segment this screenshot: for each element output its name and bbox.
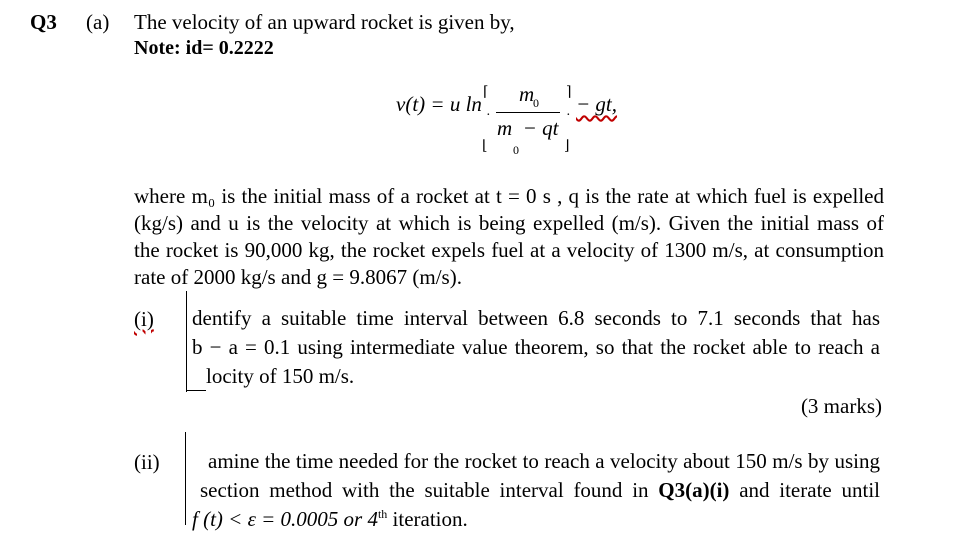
velocity-formula [0,0,967,170]
item-i-line: b − a = 0.1 using intermediate value theorem, so that the rocket able to reach a [192,335,880,359]
paragraph-line: where m₀ is the initial mass of a rocket at t = 0 s , q is the rate at which fuel is expelled [134,184,884,208]
formula-denominator: m − qt [497,116,559,140]
marks-label: (3 marks) [800,394,882,418]
item-ii-line [200,476,880,505]
item-i-line: dentify a suitable time interval between 6.8 seconds to 7.1 seconds that has [192,306,880,330]
item-ii-line: amine the time needed for the rocket to reach a velocity about 150 m/s by using [208,449,880,473]
item-ii-text [192,447,880,534]
formula-tail: − gt, [576,92,618,116]
formula-numerator-sub: 0 [533,96,539,110]
bracket-top-left: ⌈ [483,85,489,100]
item-i-text [192,304,880,391]
formula-numerator: m [519,82,535,106]
item-ii-line [192,505,880,534]
text-cursor-bar-2 [185,432,186,525]
item-i-line: locity of 150 m/s. [206,364,355,388]
bracket-top-right: ⌉ [566,85,572,100]
bracket-mid-left: · [486,108,491,123]
note-line: Note: id= 0.2222 [134,37,274,59]
fraction-bar [496,112,560,113]
bracket-bottom-left: ⌊ [482,139,488,154]
bracket-mid-right: · [566,108,571,123]
paragraph-line: the rocket is 90,000 kg, the rocket expels fuel at a velocity of 1300 m/s, at consumption [134,238,884,262]
part-label: (a) [86,10,110,34]
paragraph-line: (kg/s) and u is the velocity at which is being expelled (m/s). Given the initial mass of [134,211,884,235]
question-number: Q3 [30,10,57,34]
item-i-number: (i) [134,307,154,331]
item-ii-number: (ii) [134,450,160,474]
formula-lhs: v(t) = u ln [396,92,482,116]
item-ii-line2-a: section method with the suitable interval found in [200,478,659,502]
item-ii-line3-b: iteration. [387,507,468,531]
item-ii-line3-a: f (t) < ε = 0.0005 or 4 [192,507,378,531]
text-cursor-bar [186,291,187,392]
paragraph-line: rate of 2000 kg/s and g = 9.8067 (m/s). [134,265,462,289]
description-paragraph [134,183,884,291]
formula-denominator-sub: 0 [513,143,519,157]
question-intro: The velocity of an upward rocket is given by, [134,10,515,34]
question-reference: Q3(a)(i) [658,478,730,502]
bracket-bottom-right: ⌋ [564,139,570,154]
item-ii-line3-sup: th [377,507,388,521]
item-ii-line2-b: and iterate until [729,478,880,502]
